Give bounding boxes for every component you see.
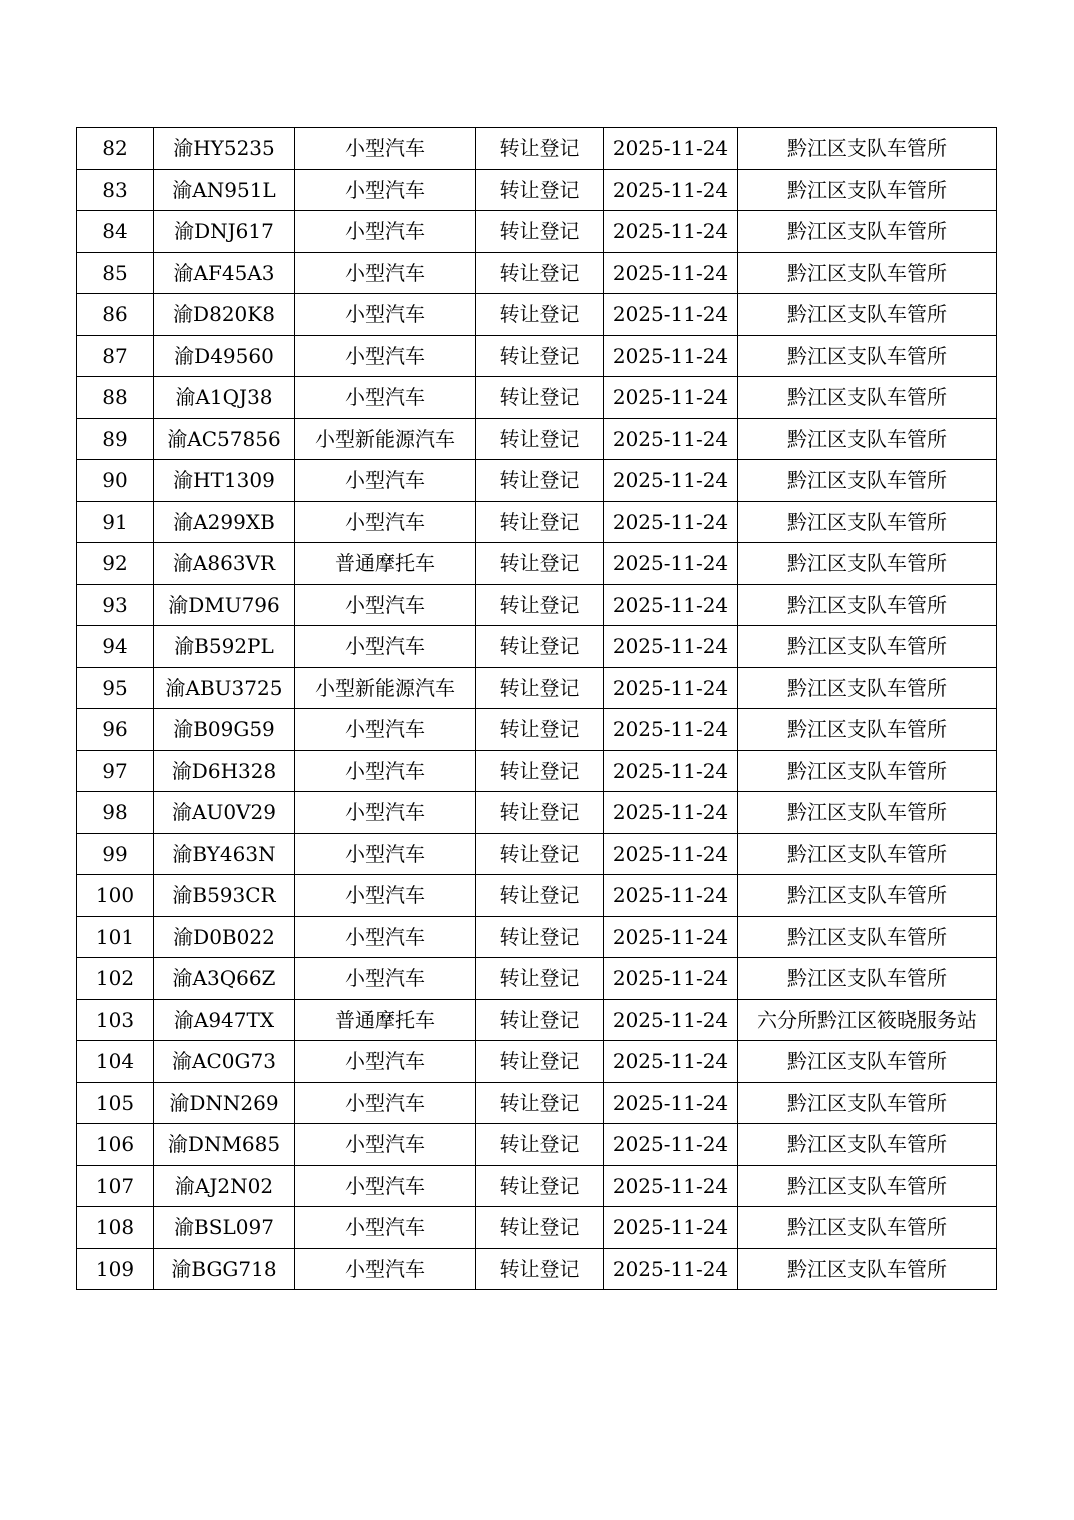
plate-number-cell: 渝A947TX: [154, 999, 295, 1041]
table-body: [77, 128, 997, 1290]
vehicle-type-cell: 小型汽车: [295, 1082, 476, 1124]
date-cell: 2025-11-24: [604, 335, 738, 377]
vehicle-type-cell: 小型汽车: [295, 460, 476, 502]
vehicle-type-cell: 小型汽车: [295, 211, 476, 253]
table-row: [77, 1041, 997, 1083]
office-cell: 黔江区支队车管所: [738, 916, 997, 958]
business-type-cell: 转让登记: [476, 958, 604, 1000]
office-cell: 黔江区支队车管所: [738, 584, 997, 626]
table-row: [77, 543, 997, 585]
plate-number-cell: 渝D49560: [154, 335, 295, 377]
table-row: [77, 1165, 997, 1207]
plate-number-cell: 渝AN951L: [154, 169, 295, 211]
office-cell: 黔江区支队车管所: [738, 709, 997, 751]
vehicle-type-cell: 小型汽车: [295, 626, 476, 668]
row-number-cell: 95: [77, 667, 154, 709]
row-number-cell: 100: [77, 875, 154, 917]
business-type-cell: 转让登记: [476, 418, 604, 460]
business-type-cell: 转让登记: [476, 792, 604, 834]
plate-number-cell: 渝B592PL: [154, 626, 295, 668]
date-cell: 2025-11-24: [604, 1248, 738, 1290]
vehicle-type-cell: 小型汽车: [295, 709, 476, 751]
business-type-cell: 转让登记: [476, 335, 604, 377]
vehicle-type-cell: 小型汽车: [295, 128, 476, 170]
row-number-cell: 104: [77, 1041, 154, 1083]
row-number-cell: 109: [77, 1248, 154, 1290]
business-type-cell: 转让登记: [476, 211, 604, 253]
table-row: [77, 1124, 997, 1166]
office-cell: 黔江区支队车管所: [738, 418, 997, 460]
row-number-cell: 89: [77, 418, 154, 460]
row-number-cell: 105: [77, 1082, 154, 1124]
row-number-cell: 91: [77, 501, 154, 543]
date-cell: 2025-11-24: [604, 709, 738, 751]
date-cell: 2025-11-24: [604, 1207, 738, 1249]
office-cell: 六分所黔江区筱晓服务站: [738, 999, 997, 1041]
vehicle-type-cell: 小型汽车: [295, 750, 476, 792]
business-type-cell: 转让登记: [476, 833, 604, 875]
row-number-cell: 92: [77, 543, 154, 585]
date-cell: 2025-11-24: [604, 1165, 738, 1207]
plate-number-cell: 渝AC57856: [154, 418, 295, 460]
plate-number-cell: 渝AJ2N02: [154, 1165, 295, 1207]
date-cell: 2025-11-24: [604, 1082, 738, 1124]
plate-number-cell: 渝B593CR: [154, 875, 295, 917]
date-cell: 2025-11-24: [604, 999, 738, 1041]
date-cell: 2025-11-24: [604, 792, 738, 834]
business-type-cell: 转让登记: [476, 1082, 604, 1124]
office-cell: 黔江区支队车管所: [738, 335, 997, 377]
date-cell: 2025-11-24: [604, 626, 738, 668]
office-cell: 黔江区支队车管所: [738, 211, 997, 253]
business-type-cell: 转让登记: [476, 252, 604, 294]
date-cell: 2025-11-24: [604, 128, 738, 170]
row-number-cell: 103: [77, 999, 154, 1041]
plate-number-cell: 渝HT1309: [154, 460, 295, 502]
row-number-cell: 88: [77, 377, 154, 419]
business-type-cell: 转让登记: [476, 667, 604, 709]
business-type-cell: 转让登记: [476, 501, 604, 543]
date-cell: 2025-11-24: [604, 543, 738, 585]
table-row: [77, 667, 997, 709]
business-type-cell: 转让登记: [476, 1041, 604, 1083]
business-type-cell: 转让登记: [476, 750, 604, 792]
plate-number-cell: 渝AU0V29: [154, 792, 295, 834]
business-type-cell: 转让登记: [476, 1248, 604, 1290]
date-cell: 2025-11-24: [604, 1041, 738, 1083]
date-cell: 2025-11-24: [604, 833, 738, 875]
office-cell: 黔江区支队车管所: [738, 750, 997, 792]
row-number-cell: 101: [77, 916, 154, 958]
plate-number-cell: 渝HY5235: [154, 128, 295, 170]
table-row: [77, 1082, 997, 1124]
row-number-cell: 99: [77, 833, 154, 875]
table-row: [77, 584, 997, 626]
row-number-cell: 108: [77, 1207, 154, 1249]
vehicle-transfer-table: [76, 127, 997, 1290]
vehicle-type-cell: 小型汽车: [295, 1041, 476, 1083]
office-cell: 黔江区支队车管所: [738, 1248, 997, 1290]
row-number-cell: 84: [77, 211, 154, 253]
table-row: [77, 460, 997, 502]
date-cell: 2025-11-24: [604, 211, 738, 253]
office-cell: 黔江区支队车管所: [738, 294, 997, 336]
date-cell: 2025-11-24: [604, 294, 738, 336]
row-number-cell: 83: [77, 169, 154, 211]
office-cell: 黔江区支队车管所: [738, 667, 997, 709]
plate-number-cell: 渝AC0G73: [154, 1041, 295, 1083]
table-row: [77, 377, 997, 419]
business-type-cell: 转让登记: [476, 377, 604, 419]
business-type-cell: 转让登记: [476, 1165, 604, 1207]
plate-number-cell: 渝D6H328: [154, 750, 295, 792]
office-cell: 黔江区支队车管所: [738, 377, 997, 419]
business-type-cell: 转让登记: [476, 543, 604, 585]
table-row: [77, 709, 997, 751]
table-row: [77, 1207, 997, 1249]
date-cell: 2025-11-24: [604, 750, 738, 792]
office-cell: 黔江区支队车管所: [738, 792, 997, 834]
row-number-cell: 90: [77, 460, 154, 502]
row-number-cell: 97: [77, 750, 154, 792]
vehicle-type-cell: 小型汽车: [295, 1207, 476, 1249]
plate-number-cell: 渝A299XB: [154, 501, 295, 543]
vehicle-type-cell: 小型汽车: [295, 1248, 476, 1290]
date-cell: 2025-11-24: [604, 501, 738, 543]
vehicle-type-cell: 小型汽车: [295, 916, 476, 958]
plate-number-cell: 渝DNJ617: [154, 211, 295, 253]
date-cell: 2025-11-24: [604, 584, 738, 626]
date-cell: 2025-11-24: [604, 916, 738, 958]
date-cell: 2025-11-24: [604, 169, 738, 211]
row-number-cell: 102: [77, 958, 154, 1000]
office-cell: 黔江区支队车管所: [738, 626, 997, 668]
vehicle-type-cell: 小型新能源汽车: [295, 667, 476, 709]
business-type-cell: 转让登记: [476, 709, 604, 751]
vehicle-type-cell: 小型汽车: [295, 169, 476, 211]
table-row: [77, 128, 997, 170]
table-row: [77, 626, 997, 668]
office-cell: 黔江区支队车管所: [738, 1207, 997, 1249]
plate-number-cell: 渝DMU796: [154, 584, 295, 626]
row-number-cell: 98: [77, 792, 154, 834]
plate-number-cell: 渝BSL097: [154, 1207, 295, 1249]
table-row: [77, 916, 997, 958]
business-type-cell: 转让登记: [476, 916, 604, 958]
table-row: [77, 875, 997, 917]
plate-number-cell: 渝BY463N: [154, 833, 295, 875]
plate-number-cell: 渝DNN269: [154, 1082, 295, 1124]
table-row: [77, 1248, 997, 1290]
plate-number-cell: 渝BGG718: [154, 1248, 295, 1290]
office-cell: 黔江区支队车管所: [738, 460, 997, 502]
vehicle-type-cell: 小型汽车: [295, 1124, 476, 1166]
business-type-cell: 转让登记: [476, 128, 604, 170]
office-cell: 黔江区支队车管所: [738, 252, 997, 294]
vehicle-type-cell: 普通摩托车: [295, 999, 476, 1041]
office-cell: 黔江区支队车管所: [738, 833, 997, 875]
table-row: [77, 792, 997, 834]
vehicle-type-cell: 小型汽车: [295, 1165, 476, 1207]
business-type-cell: 转让登记: [476, 169, 604, 211]
business-type-cell: 转让登记: [476, 584, 604, 626]
business-type-cell: 转让登记: [476, 1207, 604, 1249]
business-type-cell: 转让登记: [476, 999, 604, 1041]
plate-number-cell: 渝ABU3725: [154, 667, 295, 709]
plate-number-cell: 渝D820K8: [154, 294, 295, 336]
table-row: [77, 958, 997, 1000]
date-cell: 2025-11-24: [604, 460, 738, 502]
row-number-cell: 82: [77, 128, 154, 170]
office-cell: 黔江区支队车管所: [738, 958, 997, 1000]
business-type-cell: 转让登记: [476, 294, 604, 336]
office-cell: 黔江区支队车管所: [738, 128, 997, 170]
vehicle-type-cell: 小型汽车: [295, 958, 476, 1000]
vehicle-type-cell: 小型汽车: [295, 833, 476, 875]
office-cell: 黔江区支队车管所: [738, 543, 997, 585]
date-cell: 2025-11-24: [604, 958, 738, 1000]
table-row: [77, 294, 997, 336]
plate-number-cell: 渝A3Q66Z: [154, 958, 295, 1000]
vehicle-type-cell: 小型汽车: [295, 584, 476, 626]
plate-number-cell: 渝A863VR: [154, 543, 295, 585]
vehicle-type-cell: 小型汽车: [295, 792, 476, 834]
business-type-cell: 转让登记: [476, 1124, 604, 1166]
date-cell: 2025-11-24: [604, 875, 738, 917]
vehicle-type-cell: 小型汽车: [295, 501, 476, 543]
office-cell: 黔江区支队车管所: [738, 1165, 997, 1207]
row-number-cell: 106: [77, 1124, 154, 1166]
plate-number-cell: 渝AF45A3: [154, 252, 295, 294]
table-row: [77, 335, 997, 377]
vehicle-type-cell: 小型汽车: [295, 377, 476, 419]
row-number-cell: 107: [77, 1165, 154, 1207]
office-cell: 黔江区支队车管所: [738, 501, 997, 543]
table-row: [77, 418, 997, 460]
table-row: [77, 833, 997, 875]
row-number-cell: 85: [77, 252, 154, 294]
date-cell: 2025-11-24: [604, 252, 738, 294]
office-cell: 黔江区支队车管所: [738, 1124, 997, 1166]
plate-number-cell: 渝A1QJ38: [154, 377, 295, 419]
table-row: [77, 252, 997, 294]
business-type-cell: 转让登记: [476, 626, 604, 668]
plate-number-cell: 渝D0B022: [154, 916, 295, 958]
row-number-cell: 86: [77, 294, 154, 336]
plate-number-cell: 渝DNM685: [154, 1124, 295, 1166]
office-cell: 黔江区支队车管所: [738, 1082, 997, 1124]
row-number-cell: 94: [77, 626, 154, 668]
vehicle-type-cell: 小型汽车: [295, 294, 476, 336]
vehicle-type-cell: 小型汽车: [295, 335, 476, 377]
vehicle-type-cell: 普通摩托车: [295, 543, 476, 585]
office-cell: 黔江区支队车管所: [738, 875, 997, 917]
table-row: [77, 169, 997, 211]
row-number-cell: 87: [77, 335, 154, 377]
office-cell: 黔江区支队车管所: [738, 1041, 997, 1083]
date-cell: 2025-11-24: [604, 667, 738, 709]
plate-number-cell: 渝B09G59: [154, 709, 295, 751]
business-type-cell: 转让登记: [476, 460, 604, 502]
vehicle-type-cell: 小型汽车: [295, 875, 476, 917]
date-cell: 2025-11-24: [604, 377, 738, 419]
date-cell: 2025-11-24: [604, 1124, 738, 1166]
date-cell: 2025-11-24: [604, 418, 738, 460]
table-row: [77, 501, 997, 543]
table-row: [77, 750, 997, 792]
row-number-cell: 96: [77, 709, 154, 751]
business-type-cell: 转让登记: [476, 875, 604, 917]
office-cell: 黔江区支队车管所: [738, 169, 997, 211]
vehicle-type-cell: 小型汽车: [295, 252, 476, 294]
row-number-cell: 93: [77, 584, 154, 626]
table-row: [77, 999, 997, 1041]
vehicle-type-cell: 小型新能源汽车: [295, 418, 476, 460]
table-row: [77, 211, 997, 253]
